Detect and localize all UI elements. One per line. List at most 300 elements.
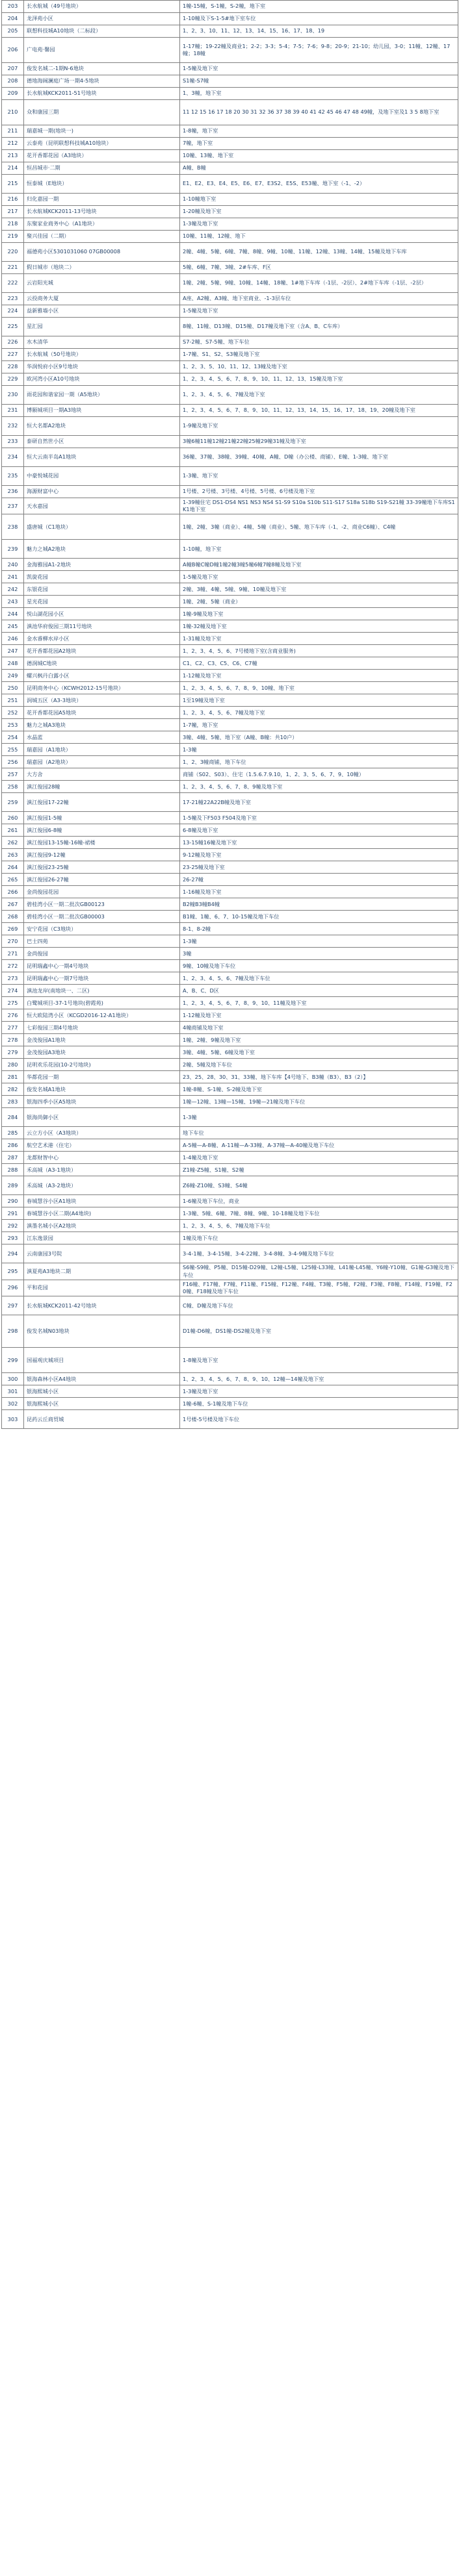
table-row [2,1164,458,1176]
project-name-cell: 碧桂湾小区一期二批次GB00123 [24,898,180,911]
row-number-cell: 296 [2,1280,24,1296]
project-name-cell: 禾高城（A3-1地块） [24,1164,180,1176]
table-row [2,125,458,138]
buildings-cell: 2幢、3幢、4幢、5幢、9幢、10幢及地下室 [180,583,458,596]
row-number-cell: 281 [2,1071,24,1083]
project-name-cell: 金尚俊园 [24,948,180,960]
buildings-cell: 3幢、4幢、5幢、地下室（A幢、B幢：共10户） [180,731,458,744]
project-name-cell: 银海森林小区A4地块 [24,1373,180,1385]
row-number-cell: 226 [2,336,24,349]
row-number-cell: 249 [2,670,24,682]
table-row [2,1152,458,1164]
buildings-cell: A幢、B幢 [180,162,458,175]
project-name-cell: 滇池龙岸(南地块一、二区) [24,985,180,997]
project-name-cell: 花开香都花园A2地块 [24,645,180,657]
buildings-cell: 2幢、4幢、5幢、6幢、7幢、8幢、9幢、10幢、11幢、12幢、13幢、14幢、15幢及地下车库 [180,243,458,262]
project-name-cell: 滇江俊园13-15幢-16幢-裙楼 [24,837,180,849]
buildings-cell: 1号楼、2号楼、3号楼、4号楼、5号楼、6号楼及地下室 [180,486,458,498]
table-row [2,1373,458,1385]
project-name-cell: 滇夏苑A3地块二期 [24,1263,180,1280]
table-row [2,1083,458,1096]
buildings-cell: 1、2、3、4、5、6、7号楼地下室(含商业服务) [180,645,458,657]
row-number-cell: 203 [2,1,24,13]
project-name-cell: 滇江俊园1-5幢 [24,812,180,824]
row-number-cell: 303 [2,1410,24,1429]
buildings-cell: 1、2、3、4、5、6、7、8、9、10、11、12、13、15幢及地下室 [180,373,458,386]
project-name-cell: 安宁花园（C3地块） [24,923,180,935]
table-row [2,274,458,293]
table-row [2,1315,458,1348]
table-row [2,336,458,349]
buildings-cell: 26-27幢 [180,874,458,886]
project-name-cell: 长水航城KCK2011-42号地块 [24,1296,180,1315]
buildings-cell: 1、2、3、4、5、6、7幢及地下室 [180,707,458,719]
row-number-cell: 240 [2,559,24,571]
table-row [2,262,458,274]
project-name-cell: 昆明瑞鑫中心一期4号地块 [24,960,180,972]
buildings-cell: 1-5幢及地下室 [180,63,458,75]
row-number-cell: 232 [2,417,24,436]
project-name-cell: 魅力之城A3地块 [24,719,180,731]
project-name-cell: 中豪悦城花园 [24,467,180,486]
table-row [2,138,458,150]
project-name-cell: 云岩阳光城 [24,274,180,293]
buildings-cell: 23、25、28、30、31、33幢、地下车库【4号地下、B3幢（B3）、B3（2）】 [180,1071,458,1083]
buildings-cell: 商铺（S02、S03）、住宅（1.5.6.7.9.10，1、2、3、5、6、7、9、10幢） [180,768,458,781]
buildings-cell: S6幢-S9幢、P5幢、D15幢-D29幢、L2幢-L5幢、L25幢-L33幢、L41幢-L45幢、Y6幢-Y10幢、G1幢-G3幢及地下车位 [180,1263,458,1280]
row-number-cell: 297 [2,1296,24,1315]
buildings-cell: 1、3幢，地下室 [180,88,458,100]
row-number-cell: 213 [2,150,24,162]
table-row [2,448,458,467]
table-row [2,633,458,645]
buildings-cell: 2幢、5幢及地下车位 [180,1059,458,1071]
row-number-cell: 293 [2,1232,24,1244]
buildings-cell: 1幢-15幢，S-1幢，S-2幢，地下室 [180,1,458,13]
table-row [2,1385,458,1398]
buildings-cell: 1-3幢及地下室 [180,218,458,231]
row-number-cell: 218 [2,218,24,231]
table-row [2,596,458,608]
buildings-cell: 7幢，地下室 [180,138,458,150]
table-row [2,1176,458,1195]
table-row [2,1022,458,1034]
table-row [2,1220,458,1232]
buildings-cell: 1-10幢及下S-1-5#地下室车位 [180,13,458,25]
buildings-cell: 1幢-8幢、S-1幢、S-2幢及地下室 [180,1083,458,1096]
project-name-cell: 昆明瑞鑫中心一期7号地块 [24,972,180,985]
buildings-cell: 1-20幢及地下室 [180,206,458,218]
buildings-cell: 1、2、3幢商铺，地下车位 [180,756,458,768]
buildings-cell: 1-9幢及地下室 [180,417,458,436]
buildings-cell: Z6幢-Z10幢、S3幢、S4幢 [180,1176,458,1195]
buildings-cell: 1-10幢地下室 [180,194,458,206]
table-row [2,1410,458,1429]
table-row [2,305,458,318]
buildings-cell: 1-8幢及地下室 [180,1348,458,1373]
row-number-cell: 275 [2,997,24,1009]
project-name-cell: 魅力之城A2地块 [24,540,180,559]
row-number-cell: 273 [2,972,24,985]
project-name-cell: 长水航城（49号地块） [24,1,180,13]
row-number-cell: 265 [2,874,24,886]
buildings-cell: 1幢、2幢、9幢及地下室 [180,1034,458,1046]
table-row [2,756,458,768]
table-row [2,645,458,657]
row-number-cell: 272 [2,960,24,972]
row-number-cell: 260 [2,812,24,824]
table-row [2,812,458,824]
project-name-cell: 俊发名城A1地块 [24,1083,180,1096]
buildings-cell: 1-10幢，地下室 [180,540,458,559]
table-row [2,1059,458,1071]
buildings-cell: 1-6幢及地下车位，商业 [180,1195,458,1207]
project-name-cell: 银海熙城小区 [24,1385,180,1398]
row-number-cell: 208 [2,75,24,88]
project-name-cell: 金茂俊园A3地块 [24,1046,180,1059]
buildings-cell: 1-3幢 [180,1108,458,1127]
buildings-cell: 1幢、2幢、5幢（商业） [180,596,458,608]
row-number-cell: 220 [2,243,24,262]
table-row [2,824,458,837]
table-row [2,293,458,305]
table-row [2,150,458,162]
row-number-cell: 231 [2,405,24,417]
row-number-cell: 214 [2,162,24,175]
project-name-cell: 欧河湾小区A10号地块 [24,373,180,386]
row-number-cell: 266 [2,886,24,898]
buildings-cell: 1、2、3、4、5、6、7幢及地下车位 [180,1220,458,1232]
project-name-cell: 龙都财智中心 [24,1152,180,1164]
row-number-cell: 217 [2,206,24,218]
project-name-cell: 国福观庆城项目 [24,1348,180,1373]
project-name-cell: 德地海阔澜庭广场一期4-5地块 [24,75,180,88]
buildings-cell: 1幢、2幢、3幢（商业）、4幢、5幢（商业）、5幢、地下车库（-1、-2、商业C6幢）、C4幢 [180,514,458,540]
table-row [2,88,458,100]
row-number-cell: 268 [2,911,24,923]
project-name-cell: 金海雅园A1-2地块 [24,559,180,571]
buildings-cell: 1、2、3、4、5、6、7、8、9、10幢、地下室 [180,682,458,694]
project-name-cell: 龙泽苑小区 [24,13,180,25]
row-number-cell: 209 [2,88,24,100]
project-name-cell: 江东逸景园 [24,1232,180,1244]
table-row [2,1296,458,1315]
row-number-cell: 283 [2,1096,24,1108]
table-row [2,911,458,923]
project-name-cell: 银海尚御小区 [24,1108,180,1127]
row-number-cell: 263 [2,849,24,861]
table-row [2,417,458,436]
buildings-cell: 1-3幢及地下室 [180,1385,458,1398]
table-row [2,100,458,125]
row-number-cell: 276 [2,1009,24,1022]
table-row [2,1071,458,1083]
table-row [2,837,458,849]
table-row [2,1398,458,1410]
table-row [2,162,458,175]
project-name-cell: 恒大云南半岛A1地块 [24,448,180,467]
row-number-cell: 294 [2,1244,24,1263]
table-row [2,886,458,898]
buildings-cell: 23-25幢及地下室 [180,861,458,874]
buildings-cell: 1幢—12幢、13幢—15幢、19幢—21幢及地下车位 [180,1096,458,1108]
buildings-cell: S1幢-S7幢 [180,75,458,88]
row-number-cell: 285 [2,1127,24,1139]
table-row [2,467,458,486]
row-number-cell: 239 [2,540,24,559]
table-row [2,318,458,336]
row-number-cell: 242 [2,583,24,596]
project-name-cell: 俊发名城N03地块 [24,1315,180,1348]
row-number-cell: 274 [2,985,24,997]
project-name-cell: 天水嘉园 [24,498,180,514]
project-name-cell: 大方舍 [24,768,180,781]
buildings-cell: 1-7幢，地下室 [180,719,458,731]
buildings-cell: 1、2、3、5、10、11、12、13幢及地下室 [180,361,458,373]
table-row [2,1,458,13]
buildings-cell: 1、2、3、4、5、6、7、8、9、10、11、12、13、14、15、16、17、18、19、20幢及地下室 [180,405,458,417]
project-name-cell: 凯旋花园 [24,571,180,583]
buildings-cell: 1-3幢 [180,744,458,756]
row-number-cell: 269 [2,923,24,935]
row-number-cell: 250 [2,682,24,694]
project-name-cell: 平和花园 [24,1280,180,1296]
table-row [2,960,458,972]
row-number-cell: 264 [2,861,24,874]
table-row [2,1108,458,1127]
buildings-cell: 1-4幢及地下室 [180,1152,458,1164]
project-name-cell: 长水航城KCK2011-13号地块 [24,206,180,218]
row-number-cell: 204 [2,13,24,25]
buildings-cell: F16幢、F17幢、F7幢、F11幢、F15幢、F12幢、F4幢、T3幢、F5幢、F2幢、F3幢、F8幢、F14幢、F19幢、F20幢、F18幢及地下车位 [180,1280,458,1296]
buildings-cell: C幢、D幢及地下车位 [180,1296,458,1315]
buildings-cell: E1、E2、E3、E4、E5、E6、E7、E3S2、E5S、E53幢、地下室（-1、-2） [180,175,458,194]
table-row [2,985,458,997]
table-row [2,1207,458,1220]
table-row [2,349,458,361]
project-name-cell: 润城五区（A3-3地块） [24,694,180,707]
row-number-cell: 301 [2,1385,24,1398]
table-row [2,373,458,386]
project-name-cell: 禾高城（A3-2地块） [24,1176,180,1195]
table-row [2,670,458,682]
project-name-cell: 泰研自然世小区 [24,436,180,448]
buildings-cell: 4幢商铺及地下室 [180,1022,458,1034]
row-number-cell: 206 [2,38,24,63]
table-row [2,13,458,25]
project-name-cell: 滇江俊园6-8幢 [24,824,180,837]
row-number-cell: 210 [2,100,24,125]
row-number-cell: 223 [2,293,24,305]
row-number-cell: 289 [2,1176,24,1195]
buildings-cell: A幢B幢C幢D幢1幢2幢3幢5幢6幢7幢8幢及地下室 [180,559,458,571]
project-name-cell: 德润城C地块 [24,657,180,670]
project-name-cell: 瑞嘉园（A2地块） [24,756,180,768]
table-row [2,514,458,540]
buildings-cell: 1幢及地下车位 [180,1232,458,1244]
table-row [2,1280,458,1296]
table-row [2,707,458,719]
project-name-cell: 华润悦府小区9号地块 [24,361,180,373]
row-number-cell: 235 [2,467,24,486]
buildings-cell: 36幢、37幢、38幢、39幢、40幢、A幢、D幢（办公楼、商铺）、E幢、1-3幢、地下室 [180,448,458,467]
project-name-cell: 金水睿柳水岸小区 [24,633,180,645]
row-number-cell: 244 [2,608,24,620]
buildings-cell: 1-12幢及地下室 [180,670,458,682]
buildings-cell: 5幢、6幢、7幢、3幢、2#车库、F区 [180,262,458,274]
row-number-cell: 261 [2,824,24,837]
buildings-cell: 1-7幢、S1、S2、S3幢及地下室 [180,349,458,361]
project-name-cell: 瑞嘉园（A1地块） [24,744,180,756]
table-row [2,231,458,243]
buildings-cell: 地下车位 [180,1127,458,1139]
table-row [2,486,458,498]
table-row [2,194,458,206]
buildings-cell: 9幢、10幢及地下车位 [180,960,458,972]
row-number-cell: 290 [2,1195,24,1207]
buildings-cell: 1-16幢及地下室 [180,886,458,898]
buildings-cell: 1幢-32幢及地下室 [180,620,458,633]
row-number-cell: 246 [2,633,24,645]
row-number-cell: 245 [2,620,24,633]
project-name-cell: 云南康园3号院 [24,1244,180,1263]
project-name-cell: 滇江俊园23-25幢 [24,861,180,874]
row-number-cell: 262 [2,837,24,849]
buildings-cell: C1、C2、C3、C5、C6、C7幢 [180,657,458,670]
buildings-cell: 1号楼-5号楼及地下车位 [180,1410,458,1429]
project-name-cell: 碧桂湾小区一期二批次GB00003 [24,911,180,923]
project-name-cell: 螺兴枫丹白露小区 [24,670,180,682]
project-name-cell: 银海熙城小区 [24,1398,180,1410]
row-number-cell: 288 [2,1164,24,1176]
row-number-cell: 270 [2,935,24,948]
table-row [2,1232,458,1244]
table-row [2,768,458,781]
project-name-cell: 水木清华 [24,336,180,349]
project-name-cell: 恒昌城市·二期 [24,162,180,175]
project-name-cell: 广电苑·馨园 [24,38,180,63]
project-name-cell: 俊发名城二-1期N-6地块 [24,63,180,75]
buildings-cell: 10幢、13幢、地下室 [180,150,458,162]
table-row [2,25,458,38]
project-name-cell: 花开香都花园（A3地块） [24,150,180,162]
buildings-cell: 1、2、3、10、11、12、13、14、15、16、17、18、19 [180,25,458,38]
project-name-cell: 航空艺术港（住宅） [24,1139,180,1152]
project-name-cell: 滇江俊园28幢 [24,781,180,793]
project-name-cell: 花开香都花园A5地块 [24,707,180,719]
row-number-cell: 286 [2,1139,24,1152]
project-name-cell: 联想科技城A10地块（二标段） [24,25,180,38]
buildings-cell: 3幢6幢11幢12幢21幢22幢25幢29幢31幢及地下室 [180,436,458,448]
row-number-cell: 284 [2,1108,24,1127]
table-row [2,898,458,911]
table-row [2,874,458,886]
project-name-cell: 博颐城项目一期A3地块 [24,405,180,417]
buildings-cell: 1-39幢住宅 DS1-DS4 NS1 NS3 NS4 S1-S9 S10a S10b S11-S17 S18a S18b S19-S21幢 33-39幢地下车库S1 K1地下室 [180,498,458,514]
table-row [2,793,458,812]
buildings-cell: 1幢、2幢、5幢、9幢、10幢、14幢、18幢、1#地下车库（-1层、-2层）、2#地下车库（-1层、-2层） [180,274,458,293]
buildings-cell: 1-5幢及下F503 F504及地下室 [180,812,458,824]
project-name-cell: 水晶蓝 [24,731,180,744]
row-number-cell: 219 [2,231,24,243]
row-number-cell: 254 [2,731,24,744]
row-number-cell: 236 [2,486,24,498]
table-row [2,719,458,731]
project-name-cell: 东聚家业商务中心（A1地块） [24,218,180,231]
project-name-cell: 滇江俊园17-22幢 [24,793,180,812]
row-number-cell: 287 [2,1152,24,1164]
project-name-cell: 福德苑小区5301031060 07GB00008 [24,243,180,262]
buildings-cell: S7-2幢、S7-5幢、地下车位 [180,336,458,349]
project-name-cell: 昆明欢乐花园(10-2号地块) [24,1059,180,1071]
buildings-cell: A座、A2幢、A3幢、地下室商业、-1-3层车位 [180,293,458,305]
table-row [2,1127,458,1139]
buildings-cell: A、B、C、D区 [180,985,458,997]
table-row [2,218,458,231]
project-name-cell: 华都花园一期 [24,1071,180,1083]
row-number-cell: 253 [2,719,24,731]
row-number-cell: 241 [2,571,24,583]
project-name-cell: 巴士四苑 [24,935,180,948]
table-row [2,243,458,262]
table-row [2,1034,458,1046]
project-name-cell: 众和康园三期 [24,100,180,125]
table-row [2,386,458,405]
project-name-cell: 昆药云丘商贸城 [24,1410,180,1429]
table-row [2,175,458,194]
buildings-cell: 1、2、3、4、5、6、7、8、9、10、11幢及地下室 [180,997,458,1009]
table-row [2,694,458,707]
table-row [2,1139,458,1152]
row-number-cell: 280 [2,1059,24,1071]
table-row [2,436,458,448]
buildings-cell: B1幢、1幢、6、7、10-15幢及地下车位 [180,911,458,923]
buildings-cell: 10幢、11幢、12幢、地下 [180,231,458,243]
buildings-cell: 9-12幢及地下室 [180,849,458,861]
table-row [2,571,458,583]
project-name-cell: 七彩俊园三期4号地块 [24,1022,180,1034]
buildings-cell: 1、2、3、4、5、6、7幢及地下车位 [180,972,458,985]
buildings-cell: 1-3幢、地下室 [180,467,458,486]
buildings-cell: 3幢、4幢、5幢、6幢及地下室 [180,1046,458,1059]
row-number-cell: 237 [2,498,24,514]
row-number-cell: 211 [2,125,24,138]
table-row [2,861,458,874]
row-number-cell: 255 [2,744,24,756]
table-body [2,1,458,1429]
project-name-cell: 雨花园和谐家园一期（A5地块） [24,386,180,405]
table-row [2,1348,458,1373]
buildings-cell: Z1幢-Z5幢、S1幢、S2幢 [180,1164,458,1176]
project-name-cell: 聚兴佳园（二期） [24,231,180,243]
row-number-cell: 233 [2,436,24,448]
row-number-cell: 267 [2,898,24,911]
row-number-cell: 277 [2,1022,24,1034]
project-name-cell: 滇墨名城小区A2地块 [24,1220,180,1232]
project-name-cell: 春城慧谷小区二期(A4地块) [24,1207,180,1220]
row-number-cell: 234 [2,448,24,467]
row-number-cell: 248 [2,657,24,670]
project-name-cell: 云泰苑（昆明联想科技城A10地块） [24,138,180,150]
row-number-cell: 256 [2,756,24,768]
buildings-cell: 1幢-6幢、S-1幢及地下车位 [180,1398,458,1410]
buildings-cell: 17-21幢22A22B幢及地下室 [180,793,458,812]
buildings-cell: 1幢-9幢及地下室 [180,608,458,620]
row-number-cell: 222 [2,274,24,293]
row-number-cell: 247 [2,645,24,657]
table-row [2,849,458,861]
table-row [2,620,458,633]
